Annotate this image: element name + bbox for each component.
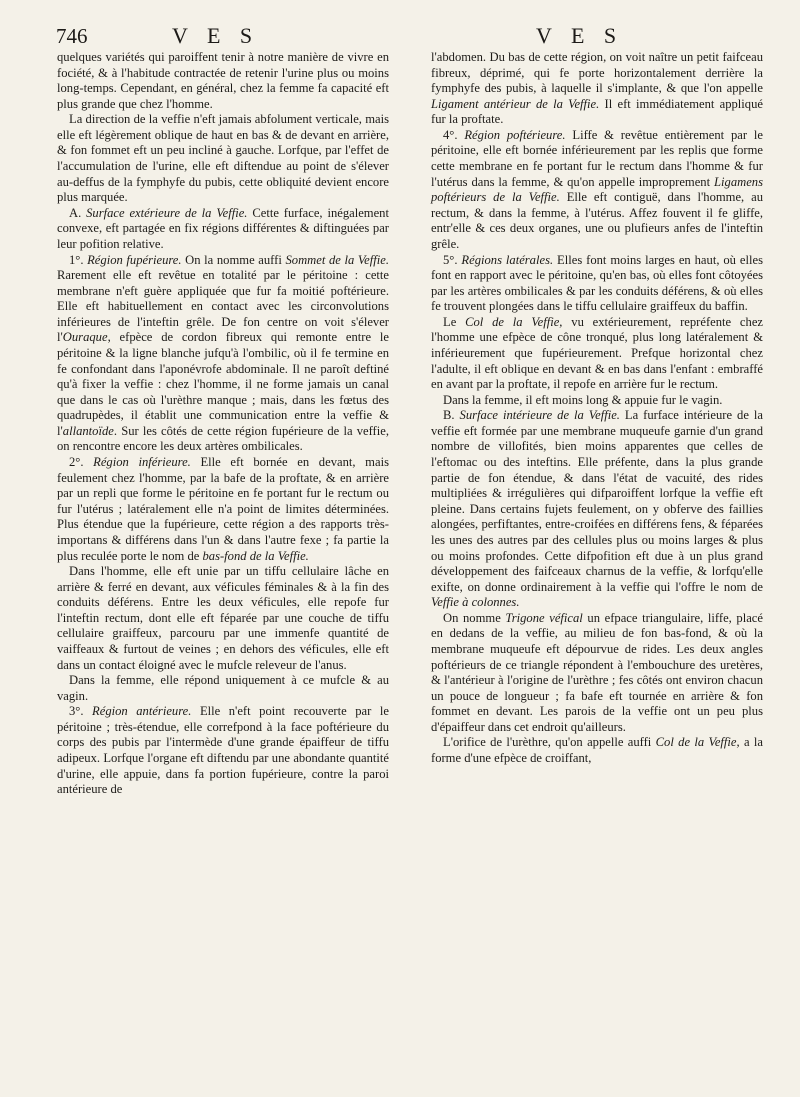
- section-label: B.: [443, 408, 455, 423]
- term: Col de la Veffie,: [655, 735, 740, 750]
- page-header: [56, 22, 760, 50]
- paragraph: [431, 735, 763, 766]
- paragraph-text: . Sur les côtés de cette région fupérieure de la veffie, on rencontre encore les deux artères ombilicales.: [57, 423, 389, 454]
- term: Ouraque: [62, 330, 108, 345]
- paragraph: La direction de la veffie n'eft jamais abfolument verticale, mais elle eft légèrement oblique de haut en bas & de devant en arrière, & fon fommet eft un peu incliné à gauche. Lorfque, par l'effet de l'accumulation de l'urine, elle eft diftendue au point de s'élever au-deffus de la fymphyfe du pubis, cette obliquité devient encore plus marquée.: [57, 112, 389, 205]
- paragraph-text: l'abdomen. Du bas de cette région, on voit naître un petit faifceau fibreux, déprimé, qui fe porte horizontalement derrière la fymphyfe des pubis, à laquelle il s'implante, & que l'on appelle: [431, 50, 763, 96]
- region-paragraph: [57, 704, 389, 797]
- paragraph: [431, 315, 763, 393]
- region-heading: Région antérieure.: [92, 704, 192, 719]
- section-heading: Surface extérieure de la Veffie.: [86, 205, 248, 220]
- region-heading: Région fupérieure.: [87, 252, 182, 267]
- paragraph-text: La furface intérieure de la veffie eft formée par une membrane muqueufe garnie d'un grand nombre de villofités, bien moins apparentes que celles de l'eftomac ou des inteftins. Elle préfente, dans la plus grande partie de fon étendue, & dans l'état de vacuité, des rides multipliées & irrégulières qui difparoiffent lorfque la veffie eft pleine. Dans certains fujets feulement, on y obferve des faillies alongées, perfiftantes, entre-croifées en différens fens, & féparées les unes des autres par des cellules plus ou moins larges & plus ou moins profondes. Cette difpofition eft due à un plus grand développement des faifceaux charnus de la veffie, & lorfqu'elle exifte, on donne ordinairement à la veffie qui l'offre le nom de: [431, 408, 763, 594]
- section-paragraph: [431, 408, 763, 611]
- section-heading: Surface intérieure de la Veffie.: [459, 408, 620, 423]
- term: bas-fond de la Veffie.: [202, 548, 309, 563]
- region-paragraph: [431, 253, 763, 315]
- region-paragraph: [57, 253, 389, 456]
- region-heading: Région poftérieure.: [464, 127, 566, 142]
- paragraph-text: Elle eft bornée en devant, mais feulement chez l'homme, par la bafe de la proftate, & en arrière par un repli que forme le péritoine en fe portant fur le rectum ou fur l'utérus ; latéralement elle n'a point de limites déterminées. Plus étendue que la fupérieure, cette région a des rapports très-importans & différens dans l'un & dans l'autre fexe ; fa partie la plus reculée porte le nom de: [57, 455, 389, 563]
- paragraph: Dans l'homme, elle eft unie par un tiffu cellulaire lâche en arrière & ferré en devant, aux véficules féminales & à la fin des conduits déférens. Entre les deux véficules, elle repofe fur l'inteftin rectum, dont elle eft féparée par une couche de tiffu cellulaire graiffeux, parcouru par une immenfe quantité de vaiffeaux & furtout de veines ; en dehors des véficules, elle eft dans un contact éloigné avec le mufcle releveur de l'anus.: [57, 564, 389, 672]
- term: Ligamens poftérieurs de la Veffie.: [431, 174, 763, 205]
- paragraph-text: Elle n'eft point recouverte par le péritoine ; très-étendue, elle correfpond à la face poftérieure du corps des pubis par l'intermède d'une grande épaiffeur de tiffu adipeux. Lorfque l'organe eft diftendu par une abondante quantité d'urine, elle appuie, dans fa portion fupérieure, contre la paroi antérieure de: [57, 704, 389, 797]
- page-number: 746: [56, 24, 88, 48]
- region-number: 3°.: [69, 704, 84, 719]
- region-heading: Régions latérales.: [461, 252, 554, 267]
- paragraph: [431, 611, 763, 736]
- left-column: [57, 50, 389, 798]
- term: Veffie à colonnes.: [431, 595, 520, 610]
- paragraph-text: Cette furface, inégalement convexe, eft partagée en fix régions différentes & diftinguées par leur pofition relative.: [57, 205, 389, 251]
- paragraph: quelques variétés qui paroiffent tenir à notre manière de vivre en fociété, & à l'habitude contractée de retenir l'urine plus ou moins long-temps. Cependant, en général, chez la femme fa capacité eft plus grande que chez l'homme.: [57, 50, 389, 111]
- section-paragraph: [57, 206, 389, 253]
- region-number: 1°.: [69, 252, 84, 267]
- term: Ligament antérieur de la Veffie.: [431, 96, 600, 111]
- region-number: 2°.: [69, 455, 84, 470]
- running-head-right: V E S: [536, 23, 624, 48]
- paragraph-text: a la forme d'une efpèce de croiffant,: [431, 735, 764, 766]
- region-heading: Région inférieure.: [93, 455, 191, 470]
- paragraph-text: Rarement elle eft revêtue en totalité par le péritoine : cette membrane n'eft guère appliquée que fur fa moitié poftérieure. Elle eft habituellement en contact avec les circonvolutions inférieures de l'inteftin grêle. De fon centre on voit s'élever l': [57, 268, 389, 345]
- region-paragraph: [57, 455, 389, 564]
- paragraph-text: , efpèce de cordon fibreux qui remonte entre le péritoine & la ligne blanche jufqu'à l'ombilic, où il fe termine en fe confondant dans l'aponévrofe abdominale. Il ne paroît deftiné qu'à fixer la veffie : chez l'homme, il ne forme jamais un canal que dans le cas où l'urèthre manque ; mais, dans les fœtus des quadrupèdes, il établit une communication entre la veffie & l': [57, 330, 389, 438]
- region-number: 5°.: [443, 252, 458, 267]
- section-label: A.: [69, 205, 82, 220]
- paragraph-text: On nomme: [443, 610, 501, 625]
- paragraph-text: Liffe & revêtue entièrement par le péritoine, elle eft bornée inférieurement par les replis que forme cette membrane en fe portant fur le rectum dans l'homme & fur l'utérus dans la femme, & qu'on appelle improprement: [431, 127, 764, 189]
- paragraph-text: Elle eft contiguë, dans l'homme, au rectum, & dans la femme, à l'utérus. Affez fouvent il fe gliffe, entr'elle & ces deux organes, une ou plufieurs anfes de l'inteftin grêle.: [431, 190, 763, 251]
- region-number: 4°.: [443, 127, 458, 142]
- term: allantoïde: [62, 423, 114, 438]
- term: Col de la Veffie,: [465, 314, 563, 329]
- right-column: [431, 50, 763, 767]
- paragraph-text: vu extérieurement, repréfente chez l'homme une efpèce de cône tronqué, plus long latéralement & inférieurement que fupérieurement. Prefque horizontal chez l'adulte, il eft oblique en devant & en bas dans l'enfant : embraffé en avant par la proftate, il repofe en arrière fur le rectum.: [431, 314, 763, 392]
- paragraph-text: Elles font moins larges en haut, où elles font en rapport avec le péritoine, qu'en bas, où elles font côtoyées par les artères ombilicales & par les conduits déférens, & où elles fe trouvent plongées dans le tiffu cellulaire graiffeux du baffin.: [431, 252, 763, 314]
- term: Trigone véfical: [505, 610, 583, 625]
- term: Sommet de la Veffie.: [285, 252, 390, 267]
- running-head-left: V E S: [172, 23, 260, 48]
- paragraph-text: un efpace triangulaire, liffe, placé en dedans de la veffie, au milieu de fon bas-fond, & où la membrane muqueufe eft dépourvue de rides. Les deux angles poftérieurs de ce triangle répondent à l'embouchure des uretères, & l'antérieur à l'origine de l'urèthre ; fes côtés ont environ chacun un pouce de longueur ; fa bafe eft tournée en arrière & fon fommet en devant. Les parois de la veffie ont un peu plus d'épaiffeur dans cet endroit qu'ailleurs.: [431, 610, 763, 734]
- paragraph-text: On la nomme auffi: [185, 252, 282, 267]
- paragraph: [431, 50, 763, 128]
- paragraph-text: L'orifice de l'urèthre, qu'on appelle auffi: [443, 735, 652, 750]
- paragraph: Dans la femme, elle répond uniquement à ce mufcle & au vagin.: [57, 673, 389, 703]
- paragraph: Dans la femme, il eft moins long & appuie fur le vagin.: [443, 392, 723, 407]
- paragraph-text: Il eft immédiatement appliqué fur la proftate.: [431, 96, 763, 127]
- region-paragraph: [431, 128, 763, 253]
- paragraph-text: Le: [443, 314, 457, 329]
